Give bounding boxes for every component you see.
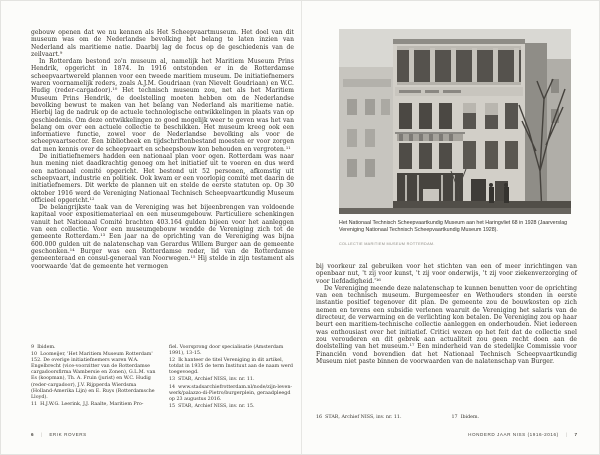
left-footnotes [31,345,297,411]
photo-credit: COLLECTIE MARITIEM MUSEUM ROTTERDAM. [339,242,435,246]
footnote [452,415,578,421]
right-footnotes [316,415,577,422]
footnote-column [169,345,297,411]
right-page [301,1,600,455]
footnote-number: 17 [451,415,458,420]
footnote-text: Ibidem. [37,345,56,350]
left-body-text [31,29,294,270]
footnote-text: Loomeijer, 'Het Maritiem Museum Rotterdam' 152. De overige initiatiefnemers waren W.A. Engelbrecht (vice-voorzitter van de Rotterdamse cargadoorsfirma Wambersie en Zonen), G.L.M. van Es (koopman), Th. A. Fruin (jurist) en W.C. Hudig (reder-cargadoor), J.V. Rijpperda Wierdsma (Holland-Amerika Lijn) en E. Ruys (Rotterdamsche Lloyd). [31,352,156,400]
paragraph: De initiatiefnemers hadden een nationaal plan voor ogen. Rotterdam was naar hun mening niet daadkrachtig genoeg om het initiatief uit te voeren en dus werd een nationaal comité opgericht. Het bestond uit 52 personen, afkomstig uit scheepvaart, industrie en politiek. Ook kwam er een voorlopig comité met daarin de initiatiefnemers. Dit werkte de plannen uit en stelde de eerste statuten op. Op 30 oktober 1916 werd de Vereniging Nationaal Technisch Scheepvaartkundig Museum officieel opgericht.¹² [31,153,294,204]
page-number: 7 [574,432,577,437]
footnote-text: www.stadsarchiefrotterdam.nl/node/zijn-leven-werk/palazzo-di-Pietro/burgerplein, geraadpleegd op 23 augustus 2016. [169,384,293,402]
footnote [316,415,442,421]
footnote-number: 10 [31,352,38,358]
photo-caption: Het Nationaal Technisch Scheepvaartkundig Museum aan het Haringvliet 68 in 1928 (Jaarverslag Vereniging Nationaal Technisch Scheepvaartkundig Museum 1928). [339,220,568,233]
footer-separator: | [565,432,568,437]
footnote [169,385,297,403]
footnote-text: Ibidem. [460,415,480,420]
paragraph: De Vereniging meende deze nalatenschap te kunnen benutten voor de oprichting van een technisch museum. Burgemeester en Wethouders stonden in eerste instantie positief tegenover dit plan. De gemeente zou de bouwkosten op zich nemen en tevens een subsidie verlenen waaruit de Vereniging het salaris van de directeur, de verwarming en de verlichting kon betalen. De Vereniging zou op haar beurt een maritiem-technische collectie aanleggen en onderhouden. Niet iedereen was enthousiast over het initiatief. Critici wezen op het feit dat de collectie snel zou verouderen en dit gebrek aan actualiteit zou geen recht doen aan de doelstelling van het museum.¹⁷ Een minderheid van de stedelijke Commissie voor Financiën vond bovendien dat het Nationaal Technisch Scheepvaartkundig Museum niet paste binnen de voorwaarden van de nalatenschap van Burger. [316,284,577,365]
footnote [31,402,159,408]
building-photo-illustration [339,29,571,214]
footnote [169,345,297,357]
left-page-footer [31,432,87,437]
footnote-number: 14 [169,384,176,390]
paragraph: bij voorkeur zal gebruiken voor het stichten van een of meer inrichtingen van openbaar nut, 't zij voor kunst, 't zij voor onderwijs, 't zij voor ziekenverzorging of voor liefdadigheid.'¹⁶ [316,263,577,285]
footnote-column [316,415,442,422]
footnote [31,345,159,351]
author-name: ERIK ROVERS [49,432,87,437]
footnote [169,358,297,376]
footer-separator: | [40,432,43,437]
page-number: 6 [31,432,34,437]
paragraph: In Rotterdam bestond zo'n museum al, namelijk het Maritiem Museum Prins Hendrik, opgericht in 1874. In 1916 ontstonden er in de Rotterdamse scheepvaartwereld plannen voor een tweede maritiem museum. De initiatiefnemers waren voornamelijk reders, zoals A.J.M. Goudriaan (van Nievelt Goudriaan) en W.C. Hudig (reder-cargadoor).¹⁰ Het technisch museum zou, net als het Maritiem Museum Prins Hendrik, de doelstelling moeten hebben om de Nederlandse bevolking bewust te maken van het belang van Nederland als maritieme natie. Hierbij lag de nadruk op de actuele technologische ontwikkelingen in plaats van op geschiedenis. Om deze ontwikkelingen zo goed mogelijk weer te geven was het van belang om over een actuele collectie te beschikken. Het museum kreeg ook een informatieve functie, zowel voor de Nederlandse bevolking als voor de scheepvaartsector. Een bibliotheek en tijdschriftenbestand moesten er voor zorgen dat men kennis over de scheepvaart en scheepsbouw kon behouden en vergroten.¹¹ [31,58,294,153]
footnote-number: 16 [316,415,323,420]
running-title: HONDERD JAAR NISS (1916-2016) [468,432,559,437]
footnote-number: 11 [31,401,38,407]
footnote-number: 13 [169,377,176,383]
paragraph: De belangrijkste taak van de Vereniging was het bijeenbrengen van voldoende kapitaal voor expositiemateriaal en een museumgebouw. Particuliere schenkingen vanuit het Nationaal Comité brachten 403.164 gulden bijeen voor het aanleggen van een collectie. Voor een museumgebouw wendde de Vereniging zich tot de gemeente Rotterdam.¹³ Een jaar na de oprichting van de Vereniging was bijna 600.000 gulden uit de nalatenschap van Gerardus Willem Burger aan de gemeente geschonken.¹⁴ Burger was een Rotterdamse reder, lid van de Rotterdamse gemeenteraad en consul-generaal van Noorwegen.¹⁵ Hij stelde in zijn testament als voorwaarde 'dat de gemeente het vermogen [31,204,294,270]
footnote-text: STAR, Archief NISS, inv. nr. 11. [325,415,402,420]
footnote-text: H.J.W.G. Leerink, J.J. Raalte, Maritiem Pro- [40,401,144,407]
footnote [169,404,297,410]
left-page [1,1,301,455]
footnote-text: STAR, Archief NISS, inv. nr. 15. [178,403,255,409]
footnote-text: STAR, Archief NISS, inv. nr. 11. [178,377,255,383]
footnote [31,352,159,401]
paragraph: gebouw openen dat we nu kennen als Het Scheepvaartmuseum. Het doel van dit museum was om de Nederlandse bevolking het belang te laten inzien van Nederland als maritieme natie. Daarbij lag de focus op de geschiedenis van de zeilvaart.⁹ [31,29,294,58]
footnote-number: 12 [169,358,176,364]
museum-building-photo [339,29,571,214]
footnote-text: Ik hanteer de titel Vereniging in dit artikel, totdat in 1935 de term Instituut aan de naam werd toegevoegd. [169,358,294,376]
footnote-number: 15 [169,403,176,409]
footnote [169,377,297,383]
right-body-text [316,263,577,365]
footnote-text: fiel. Voorsprong door specialisatie (Amsterdam 1991), 13-15. [169,345,284,357]
right-page-footer [468,432,577,437]
footnote-column [31,345,159,411]
footnote-column [452,415,578,422]
footnote-number: 9 [31,345,35,350]
